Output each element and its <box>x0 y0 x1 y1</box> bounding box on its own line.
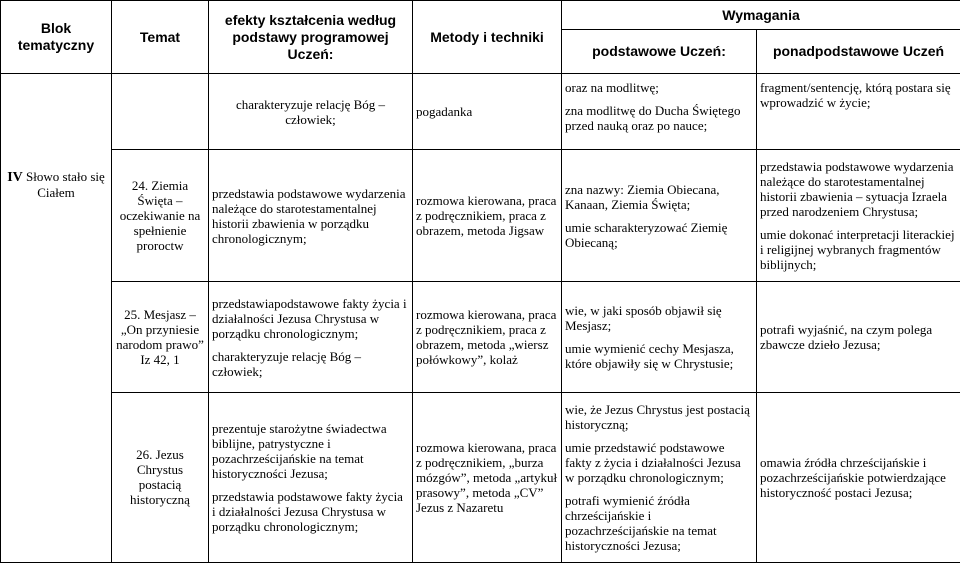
basic-req-item: umie scharakteryzować Ziemię Obiecaną; <box>565 219 728 250</box>
effects-item: prezentuje starożytne świadectwa biblijne, patrystyczne i pozachrześcijańskie na temat historyczności Jezusa; <box>212 421 387 481</box>
header-podstawowe: podstawowe Uczeń: <box>562 30 757 74</box>
methods-item: rozmowa kierowana, praca z podręcznikiem, praca z obrazem, metoda „wiersz połówkowy”, kolaż <box>416 307 557 367</box>
table-row <box>1 74 960 150</box>
extended-req-item: przedstawia podstawowe wydarzenia należące do starotestamentalnej historii zbawienia – sytuacja Izraela przed narodzeniem Chrystusa; <box>760 159 954 219</box>
effects-item: przedstawia podstawowe fakty życia i działalności Jezusa Chrystusa w porządku chronologicznym; <box>212 489 403 534</box>
basic-req-item: umie przedstawić podstawowe fakty z życia i działalności Jezusa w porządku chronologicznym; <box>565 440 741 485</box>
block-number: IV <box>7 170 23 185</box>
block-cell <box>1 74 112 563</box>
effects-cell <box>209 282 413 393</box>
extended-req-cell <box>757 150 960 282</box>
extended-req-cell <box>757 393 960 563</box>
basic-req-item: zna modlitwę do Ducha Świętego przed nauką oraz po nauce; <box>565 103 741 133</box>
methods-item: rozmowa kierowana, praca z podręcznikiem, „burza mózgów”, metoda „artykuł prasowy”, metoda „CV” Jezus z Nazaretu <box>416 440 558 515</box>
basic-req-cell <box>562 282 757 393</box>
extended-req-cell <box>757 282 960 393</box>
header-efekty: efekty kształcenia według podstawy programowej Uczeń: <box>209 1 413 74</box>
effects-item: przedstawia podstawowe wydarzenia należące do starotestamentalnej historii zbawienia w porządku chronologicznym; <box>212 185 406 246</box>
table-row <box>1 393 960 563</box>
header-row-top <box>1 1 960 30</box>
methods-cell <box>413 74 562 150</box>
methods-item: pogadanka <box>416 104 473 119</box>
basic-req-cell <box>562 393 757 563</box>
basic-req-item: umie wymienić cechy Mesjasza, które objawiły się w Chrystusie; <box>565 341 734 371</box>
topic-cell: 24. Ziemia Święta – oczekiwanie na spełnienie proroctw <box>112 150 209 282</box>
extended-req-cell <box>757 74 960 150</box>
topic-cell <box>112 74 209 150</box>
basic-req-item: wie, w jaki sposób objawił się Mesjasz; <box>565 303 722 333</box>
basic-req-item: wie, że Jezus Chrystus jest postacią historyczną; <box>565 402 750 432</box>
effects-cell <box>209 150 413 282</box>
methods-item: rozmowa kierowana, praca z podręcznikiem, praca z obrazem, metoda Jigsaw <box>416 193 557 238</box>
methods-cell <box>413 150 562 282</box>
table-row <box>1 150 960 282</box>
extended-req-item: potrafi wyjaśnić, na czym polega zbawcze dzieło Jezusa; <box>760 322 933 352</box>
methods-cell <box>413 282 562 393</box>
topic-cell: 25. Mesjasz – „On przyniesie narodom prawo” Iz 42, 1 <box>112 282 209 393</box>
topic-cell: 26. Jezus Chrystus postacią historyczną <box>112 393 209 563</box>
basic-req-item: zna nazwy: Ziemia Obiecana, Kanaan, Ziemia Święta; <box>565 181 720 212</box>
header-temat: Temat <box>112 1 209 74</box>
header-ponadpodstawowe: ponadpodstawowe Uczeń <box>757 30 960 74</box>
effects-cell <box>209 393 413 563</box>
effects-cell <box>209 74 413 150</box>
effects-item: charakteryzuje relację Bóg – człowiek; <box>212 348 362 379</box>
basic-req-cell <box>562 74 757 150</box>
block-title: Słowo stało się Ciałem <box>26 169 105 200</box>
effects-item: przedstawiapodstawowe fakty życia i działalności Jezusa Chrystusa w porządku chronologicznym; <box>212 295 407 341</box>
basic-req-cell <box>562 150 757 282</box>
basic-req-item: oraz na modlitwę; <box>565 80 659 95</box>
effects-item: charakteryzuje relację Bóg – człowiek; <box>235 96 386 127</box>
basic-req-item: potrafi wymienić źródła chrześcijańskie i pozachrześcijańskie na temat historyczności Jezusa; <box>565 493 717 553</box>
extended-req-item: omawia źródła chrześcijańskie i pozachrześcijańskie potwierdzające historyczność postaci Jezusa; <box>760 455 946 500</box>
extended-req-item: umie dokonać interpretacji literackiej i religijnej wybranych fragmentów biblijnych; <box>760 227 955 272</box>
header-blok: Blok tematyczny <box>1 1 112 74</box>
header-metody: Metody i techniki <box>413 1 562 74</box>
extended-req-item: fragment/sentencję, którą postara się wprowadzić w życie; <box>760 80 951 110</box>
table-row <box>1 282 960 393</box>
methods-cell <box>413 393 562 563</box>
header-wymagania: Wymagania <box>562 1 960 30</box>
